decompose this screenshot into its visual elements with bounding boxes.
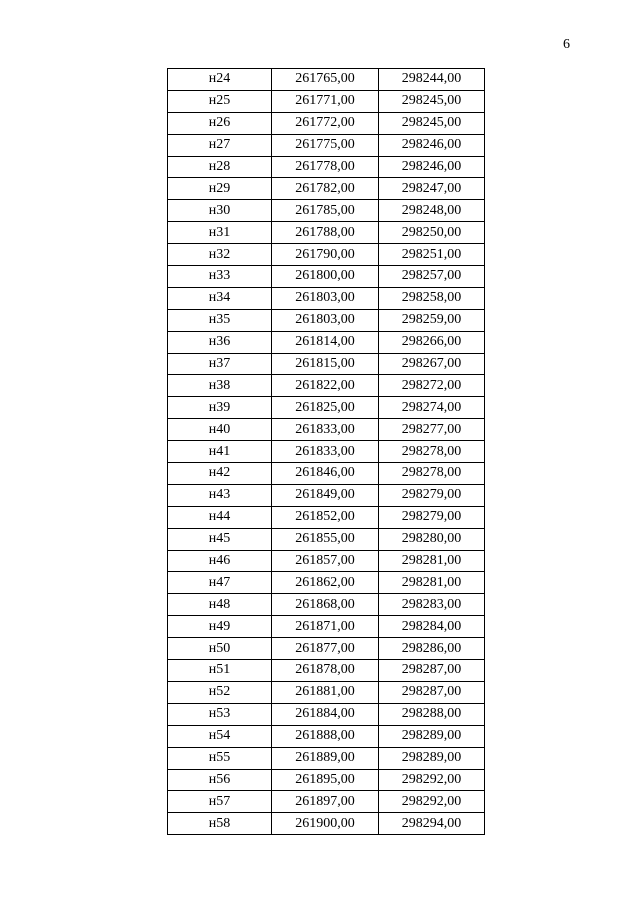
table-row bbox=[168, 725, 485, 747]
x-coordinate-cell: 261897,00 bbox=[272, 791, 379, 813]
table-row bbox=[168, 112, 485, 134]
table-row bbox=[168, 266, 485, 288]
point-name-cell: н41 bbox=[168, 441, 272, 463]
x-coordinate-cell: 261782,00 bbox=[272, 178, 379, 200]
coordinates-table-body bbox=[168, 69, 485, 835]
table-row bbox=[168, 506, 485, 528]
point-name-cell: н36 bbox=[168, 331, 272, 353]
y-coordinate-cell: 298246,00 bbox=[379, 134, 485, 156]
table-row bbox=[168, 222, 485, 244]
table-row bbox=[168, 156, 485, 178]
table-row bbox=[168, 703, 485, 725]
x-coordinate-cell: 261857,00 bbox=[272, 550, 379, 572]
y-coordinate-cell: 298289,00 bbox=[379, 747, 485, 769]
x-coordinate-cell: 261884,00 bbox=[272, 703, 379, 725]
point-name-cell: н38 bbox=[168, 375, 272, 397]
point-name-cell: н54 bbox=[168, 725, 272, 747]
point-name-cell: н34 bbox=[168, 287, 272, 309]
y-coordinate-cell: 298278,00 bbox=[379, 441, 485, 463]
point-name-cell: н37 bbox=[168, 353, 272, 375]
y-coordinate-cell: 298287,00 bbox=[379, 681, 485, 703]
y-coordinate-cell: 298277,00 bbox=[379, 419, 485, 441]
y-coordinate-cell: 298292,00 bbox=[379, 791, 485, 813]
x-coordinate-cell: 261871,00 bbox=[272, 616, 379, 638]
table-row bbox=[168, 441, 485, 463]
table-row bbox=[168, 397, 485, 419]
x-coordinate-cell: 261833,00 bbox=[272, 441, 379, 463]
coordinates-table bbox=[167, 68, 485, 835]
y-coordinate-cell: 298274,00 bbox=[379, 397, 485, 419]
point-name-cell: н32 bbox=[168, 244, 272, 266]
point-name-cell: н50 bbox=[168, 638, 272, 660]
table-row bbox=[168, 528, 485, 550]
table-row bbox=[168, 769, 485, 791]
point-name-cell: н46 bbox=[168, 550, 272, 572]
table-row bbox=[168, 791, 485, 813]
x-coordinate-cell: 261788,00 bbox=[272, 222, 379, 244]
table-row bbox=[168, 594, 485, 616]
x-coordinate-cell: 261846,00 bbox=[272, 463, 379, 485]
y-coordinate-cell: 298266,00 bbox=[379, 331, 485, 353]
y-coordinate-cell: 298257,00 bbox=[379, 266, 485, 288]
y-coordinate-cell: 298279,00 bbox=[379, 506, 485, 528]
y-coordinate-cell: 298246,00 bbox=[379, 156, 485, 178]
y-coordinate-cell: 298278,00 bbox=[379, 463, 485, 485]
x-coordinate-cell: 261775,00 bbox=[272, 134, 379, 156]
point-name-cell: н33 bbox=[168, 266, 272, 288]
y-coordinate-cell: 298244,00 bbox=[379, 69, 485, 91]
table-row bbox=[168, 638, 485, 660]
point-name-cell: н56 bbox=[168, 769, 272, 791]
point-name-cell: н58 bbox=[168, 813, 272, 835]
point-name-cell: н52 bbox=[168, 681, 272, 703]
table-row bbox=[168, 200, 485, 222]
point-name-cell: н28 bbox=[168, 156, 272, 178]
x-coordinate-cell: 261895,00 bbox=[272, 769, 379, 791]
x-coordinate-cell: 261814,00 bbox=[272, 331, 379, 353]
page-number: 6 bbox=[563, 37, 570, 52]
y-coordinate-cell: 298250,00 bbox=[379, 222, 485, 244]
y-coordinate-cell: 298284,00 bbox=[379, 616, 485, 638]
point-name-cell: н57 bbox=[168, 791, 272, 813]
table-row bbox=[168, 309, 485, 331]
x-coordinate-cell: 261878,00 bbox=[272, 660, 379, 682]
table-row bbox=[168, 353, 485, 375]
y-coordinate-cell: 298279,00 bbox=[379, 484, 485, 506]
y-coordinate-cell: 298267,00 bbox=[379, 353, 485, 375]
x-coordinate-cell: 261889,00 bbox=[272, 747, 379, 769]
table-row bbox=[168, 463, 485, 485]
x-coordinate-cell: 261778,00 bbox=[272, 156, 379, 178]
table-row bbox=[168, 813, 485, 835]
y-coordinate-cell: 298281,00 bbox=[379, 572, 485, 594]
table-row bbox=[168, 331, 485, 353]
table-row bbox=[168, 572, 485, 594]
y-coordinate-cell: 298272,00 bbox=[379, 375, 485, 397]
y-coordinate-cell: 298281,00 bbox=[379, 550, 485, 572]
y-coordinate-cell: 298259,00 bbox=[379, 309, 485, 331]
table-row bbox=[168, 178, 485, 200]
table-row bbox=[168, 287, 485, 309]
x-coordinate-cell: 261800,00 bbox=[272, 266, 379, 288]
x-coordinate-cell: 261790,00 bbox=[272, 244, 379, 266]
point-name-cell: н45 bbox=[168, 528, 272, 550]
x-coordinate-cell: 261772,00 bbox=[272, 112, 379, 134]
table-row bbox=[168, 375, 485, 397]
y-coordinate-cell: 298294,00 bbox=[379, 813, 485, 835]
point-name-cell: н35 bbox=[168, 309, 272, 331]
y-coordinate-cell: 298245,00 bbox=[379, 90, 485, 112]
y-coordinate-cell: 298245,00 bbox=[379, 112, 485, 134]
table-row bbox=[168, 134, 485, 156]
x-coordinate-cell: 261765,00 bbox=[272, 69, 379, 91]
point-name-cell: н25 bbox=[168, 90, 272, 112]
y-coordinate-cell: 298247,00 bbox=[379, 178, 485, 200]
point-name-cell: н42 bbox=[168, 463, 272, 485]
table-row bbox=[168, 747, 485, 769]
y-coordinate-cell: 298292,00 bbox=[379, 769, 485, 791]
y-coordinate-cell: 298248,00 bbox=[379, 200, 485, 222]
point-name-cell: н26 bbox=[168, 112, 272, 134]
y-coordinate-cell: 298287,00 bbox=[379, 660, 485, 682]
x-coordinate-cell: 261771,00 bbox=[272, 90, 379, 112]
x-coordinate-cell: 261822,00 bbox=[272, 375, 379, 397]
x-coordinate-cell: 261785,00 bbox=[272, 200, 379, 222]
x-coordinate-cell: 261825,00 bbox=[272, 397, 379, 419]
table-row bbox=[168, 69, 485, 91]
point-name-cell: н53 bbox=[168, 703, 272, 725]
point-name-cell: н27 bbox=[168, 134, 272, 156]
y-coordinate-cell: 298283,00 bbox=[379, 594, 485, 616]
point-name-cell: н48 bbox=[168, 594, 272, 616]
point-name-cell: н51 bbox=[168, 660, 272, 682]
x-coordinate-cell: 261862,00 bbox=[272, 572, 379, 594]
y-coordinate-cell: 298289,00 bbox=[379, 725, 485, 747]
x-coordinate-cell: 261803,00 bbox=[272, 287, 379, 309]
table-row bbox=[168, 419, 485, 441]
table-row bbox=[168, 616, 485, 638]
table-row bbox=[168, 90, 485, 112]
x-coordinate-cell: 261803,00 bbox=[272, 309, 379, 331]
table-row bbox=[168, 681, 485, 703]
y-coordinate-cell: 298286,00 bbox=[379, 638, 485, 660]
table-row bbox=[168, 550, 485, 572]
point-name-cell: н40 bbox=[168, 419, 272, 441]
point-name-cell: н29 bbox=[168, 178, 272, 200]
point-name-cell: н43 bbox=[168, 484, 272, 506]
point-name-cell: н55 bbox=[168, 747, 272, 769]
x-coordinate-cell: 261877,00 bbox=[272, 638, 379, 660]
x-coordinate-cell: 261815,00 bbox=[272, 353, 379, 375]
point-name-cell: н44 bbox=[168, 506, 272, 528]
point-name-cell: н31 bbox=[168, 222, 272, 244]
x-coordinate-cell: 261852,00 bbox=[272, 506, 379, 528]
table-row bbox=[168, 244, 485, 266]
y-coordinate-cell: 298280,00 bbox=[379, 528, 485, 550]
x-coordinate-cell: 261849,00 bbox=[272, 484, 379, 506]
x-coordinate-cell: 261855,00 bbox=[272, 528, 379, 550]
point-name-cell: н49 bbox=[168, 616, 272, 638]
point-name-cell: н30 bbox=[168, 200, 272, 222]
point-name-cell: н39 bbox=[168, 397, 272, 419]
x-coordinate-cell: 261868,00 bbox=[272, 594, 379, 616]
x-coordinate-cell: 261900,00 bbox=[272, 813, 379, 835]
x-coordinate-cell: 261833,00 bbox=[272, 419, 379, 441]
point-name-cell: н47 bbox=[168, 572, 272, 594]
table-row bbox=[168, 660, 485, 682]
y-coordinate-cell: 298288,00 bbox=[379, 703, 485, 725]
point-name-cell: н24 bbox=[168, 69, 272, 91]
y-coordinate-cell: 298258,00 bbox=[379, 287, 485, 309]
y-coordinate-cell: 298251,00 bbox=[379, 244, 485, 266]
table-row bbox=[168, 484, 485, 506]
x-coordinate-cell: 261881,00 bbox=[272, 681, 379, 703]
x-coordinate-cell: 261888,00 bbox=[272, 725, 379, 747]
